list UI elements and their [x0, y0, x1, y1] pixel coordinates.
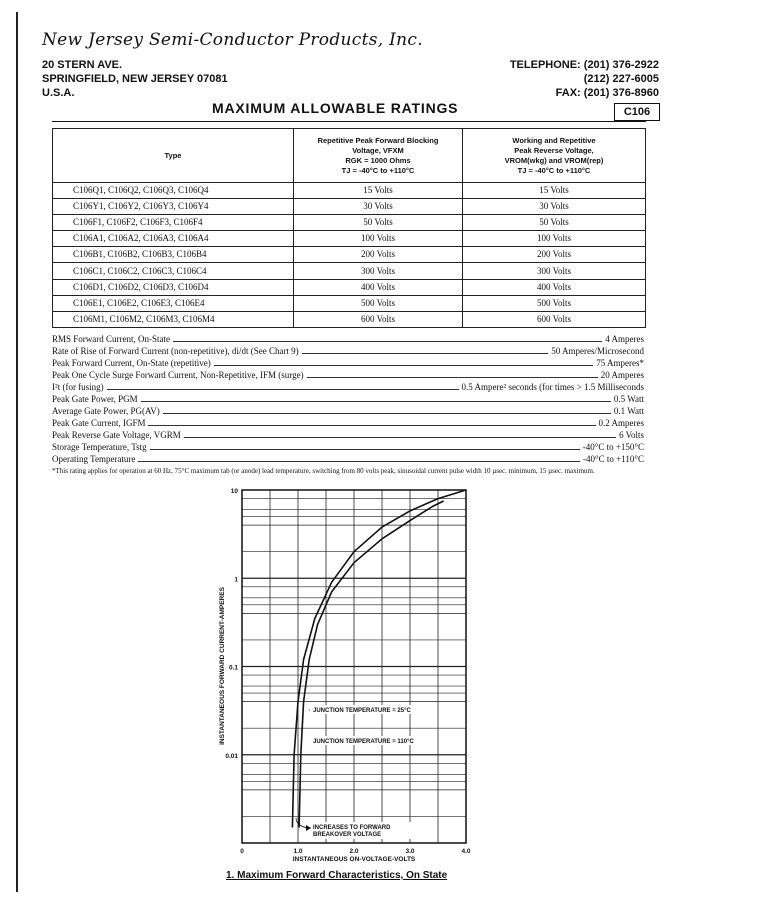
table-row	[53, 311, 646, 327]
table-row	[53, 279, 646, 295]
table-row	[53, 247, 646, 263]
spec-row	[52, 441, 644, 453]
leader-line	[150, 449, 580, 450]
header-line: Working and Repetitive	[512, 135, 596, 145]
spec-value: 4 Amperes	[605, 334, 644, 344]
leader-line	[184, 437, 616, 438]
y-tick-labels	[225, 488, 238, 760]
x-tick-labels	[240, 848, 471, 855]
y-tick-label: 0.01	[225, 752, 238, 760]
spec-value: 0.1 Watt	[613, 406, 644, 416]
company-address	[42, 58, 228, 100]
company-phones	[510, 58, 659, 100]
spec-row	[52, 333, 644, 345]
spec-label: Peak Gate Current, IGFM	[52, 418, 146, 428]
table-row	[53, 215, 646, 231]
header-line: TJ = -40°C to +110°C	[341, 165, 415, 175]
cell-type: C106Q1, C106Q2, C106Q3, C106Q4	[53, 183, 294, 199]
header-line: VROM(wkg) and VROM(rep)	[504, 155, 604, 165]
y-axis-label: INSTANTANEOUS FORWARD CURRENT-AMPERES	[219, 587, 226, 745]
part-number-box: C106	[614, 103, 660, 121]
spec-label: Peak Forward Current, On-State (repetitive)	[52, 358, 211, 368]
spec-row	[52, 453, 644, 465]
spec-row	[52, 417, 644, 429]
header-line: RGK = 1000 Ohms	[345, 155, 411, 165]
fax: FAX: (201) 376-8960	[555, 87, 659, 99]
arrow-head-icon	[306, 825, 311, 831]
header-reverse-voltage	[463, 129, 646, 183]
cell-forward: 400 Volts	[294, 279, 463, 295]
address-line: SPRINGFIELD, NEW JERSEY 07081	[42, 73, 228, 85]
cell-reverse: 600 Volts	[463, 311, 646, 327]
leader-line	[307, 377, 598, 378]
cell-type: C106M1, C106M2, C106M3, C106M4	[53, 311, 294, 327]
annotation-25c	[309, 705, 437, 714]
annotation-110c	[311, 736, 437, 745]
spec-row	[52, 429, 644, 441]
spec-row	[52, 369, 644, 381]
cell-forward: 200 Volts	[294, 247, 463, 263]
y-tick-label: 1	[234, 576, 238, 584]
cell-type: C106E1, C106E2, C106E3, C106E4	[53, 295, 294, 311]
cell-forward: 15 Volts	[294, 183, 463, 199]
table-row	[53, 231, 646, 247]
address-line: 20 STERN AVE.	[42, 59, 123, 71]
cell-forward: 300 Volts	[294, 263, 463, 279]
spec-row	[52, 345, 644, 357]
leader-line	[302, 353, 549, 354]
cell-forward: 600 Volts	[294, 311, 463, 327]
cell-type: C106F1, C106F2, C106F3, C106F4	[53, 215, 294, 231]
header-line: Peak Reverse Voltage,	[514, 145, 594, 155]
header-line: TJ = -40°C to +110°C	[517, 165, 591, 175]
spec-value: 0.5 Watt	[613, 394, 644, 404]
table-row	[53, 183, 646, 199]
x-tick-label: 3.0	[405, 848, 415, 855]
x-tick-label: 0	[240, 848, 244, 855]
cell-reverse: 15 Volts	[463, 183, 646, 199]
company-name: New Jersey Semi-Conductor Products, Inc.	[42, 30, 423, 50]
x-axis-label: INSTANTANEOUS ON-VOLTAGE-VOLTS	[292, 856, 416, 863]
spec-label: Operating Temperature	[52, 454, 136, 464]
spec-label: Peak Reverse Gate Voltage, VGRM	[52, 430, 181, 440]
leader-line	[173, 341, 602, 342]
table-row	[53, 263, 646, 279]
chart-grid	[242, 490, 466, 843]
spec-label: RMS Forward Current, On-State	[52, 334, 170, 344]
telephone-alt: (212) 227-6005	[583, 73, 659, 85]
leader-line	[138, 461, 580, 462]
cell-reverse: 50 Volts	[463, 215, 646, 231]
cell-forward: 100 Volts	[294, 231, 463, 247]
cell-type: C106C1, C106C2, C106C3, C106C4	[53, 263, 294, 279]
cell-reverse: 300 Volts	[463, 263, 646, 279]
annotation-breakover	[296, 818, 411, 839]
cell-reverse: 100 Volts	[463, 231, 646, 247]
x-tick-label: 4.0	[461, 848, 471, 855]
y-tick-label: 0.1	[228, 664, 238, 672]
leader-line	[141, 401, 611, 402]
spec-value: 6 Volts	[619, 430, 644, 440]
leader-line	[214, 365, 594, 366]
cell-forward: 30 Volts	[294, 199, 463, 215]
spec-label: Rate of Rise of Forward Current (non-repetitive), di/dt (See Chart 9)	[52, 346, 299, 356]
header-forward-voltage	[294, 129, 463, 183]
spec-row	[52, 405, 644, 417]
cell-forward: 50 Volts	[294, 215, 463, 231]
cell-reverse: 400 Volts	[463, 279, 646, 295]
cell-forward: 500 Volts	[294, 295, 463, 311]
spec-label: Average Gate Power, PG(AV)	[52, 406, 160, 416]
leader-line	[148, 425, 595, 426]
page-title: MAXIMUM ALLOWABLE RATINGS	[212, 100, 459, 116]
forward-characteristics-chart	[212, 480, 482, 866]
spec-label: Storage Temperature, Tstg	[52, 442, 147, 452]
spec-value: 20 Amperes	[600, 370, 644, 380]
spec-label: Peak One Cycle Surge Forward Current, Non-Repetitive, IFM (surge)	[52, 370, 304, 380]
spec-row	[52, 381, 644, 393]
table-row	[53, 199, 646, 215]
cell-type: C106B1, C106B2, C106B3, C106B4	[53, 247, 294, 263]
spec-value: -40°C to +110°C	[583, 454, 644, 464]
header-line: Repetitive Peak Forward Blocking	[317, 135, 439, 145]
spec-value: 50 Amperes/Microsecond	[551, 346, 644, 356]
header-type: Type	[53, 129, 294, 183]
annotation-text: BREAKOVER VOLTAGE	[313, 832, 382, 838]
spec-value: 0.2 Amperes	[598, 418, 644, 428]
header-line: Voltage, VFXM	[352, 145, 404, 155]
cell-type: C106A1, C106A2, C106A3, C106A4	[53, 231, 294, 247]
x-tick-label: 2.0	[349, 848, 359, 855]
spec-value: -40°C to +150°C	[582, 442, 644, 452]
table-header-row	[53, 129, 646, 183]
cell-reverse: 500 Volts	[463, 295, 646, 311]
title-rule	[52, 121, 646, 122]
leader-line	[163, 413, 611, 414]
spec-label: Peak Gate Power, PGM	[52, 394, 138, 404]
table-row	[53, 295, 646, 311]
spec-row	[52, 357, 644, 369]
chart-caption: 1. Maximum Forward Characteristics, On State	[226, 870, 448, 881]
series-line-25c	[299, 501, 444, 828]
spec-list	[52, 333, 644, 465]
telephone: TELEPHONE: (201) 376-2922	[509, 59, 659, 71]
cell-type: C106D1, C106D2, C106D3, C106D4	[53, 279, 294, 295]
annotation-text: JUNCTION TEMPERATURE = 110°C	[313, 739, 414, 745]
annotation-text: INCREASES TO FORWARD	[313, 825, 391, 831]
leader-line	[107, 389, 459, 390]
ratings-table	[52, 128, 646, 328]
spec-value: 0.5 Ampere² seconds (for times > 1.5 Milliseconds	[461, 382, 644, 392]
footnote: *This rating applies for operation at 60 Hz, 75°C maximum tab (or anode) lead temperature, switching from 80 volts peak, sinusoidal current pulse width 10 µsec. minimum, 15 µsec. maximum.	[52, 467, 595, 475]
spec-label: I²t (for fusing)	[52, 382, 104, 392]
cell-reverse: 30 Volts	[463, 199, 646, 215]
cell-type: C106Y1, C106Y2, C106Y3, C106Y4	[53, 199, 294, 215]
x-tick-label: 1.0	[293, 848, 303, 855]
address-line: U.S.A.	[42, 87, 75, 99]
chart-series	[292, 490, 466, 828]
spec-row	[52, 393, 644, 405]
y-tick-label: 10	[230, 488, 238, 495]
spec-value: 75 Amperes*	[596, 358, 644, 368]
annotation-text: JUNCTION TEMPERATURE = 25°C	[313, 708, 411, 714]
cell-reverse: 200 Volts	[463, 247, 646, 263]
